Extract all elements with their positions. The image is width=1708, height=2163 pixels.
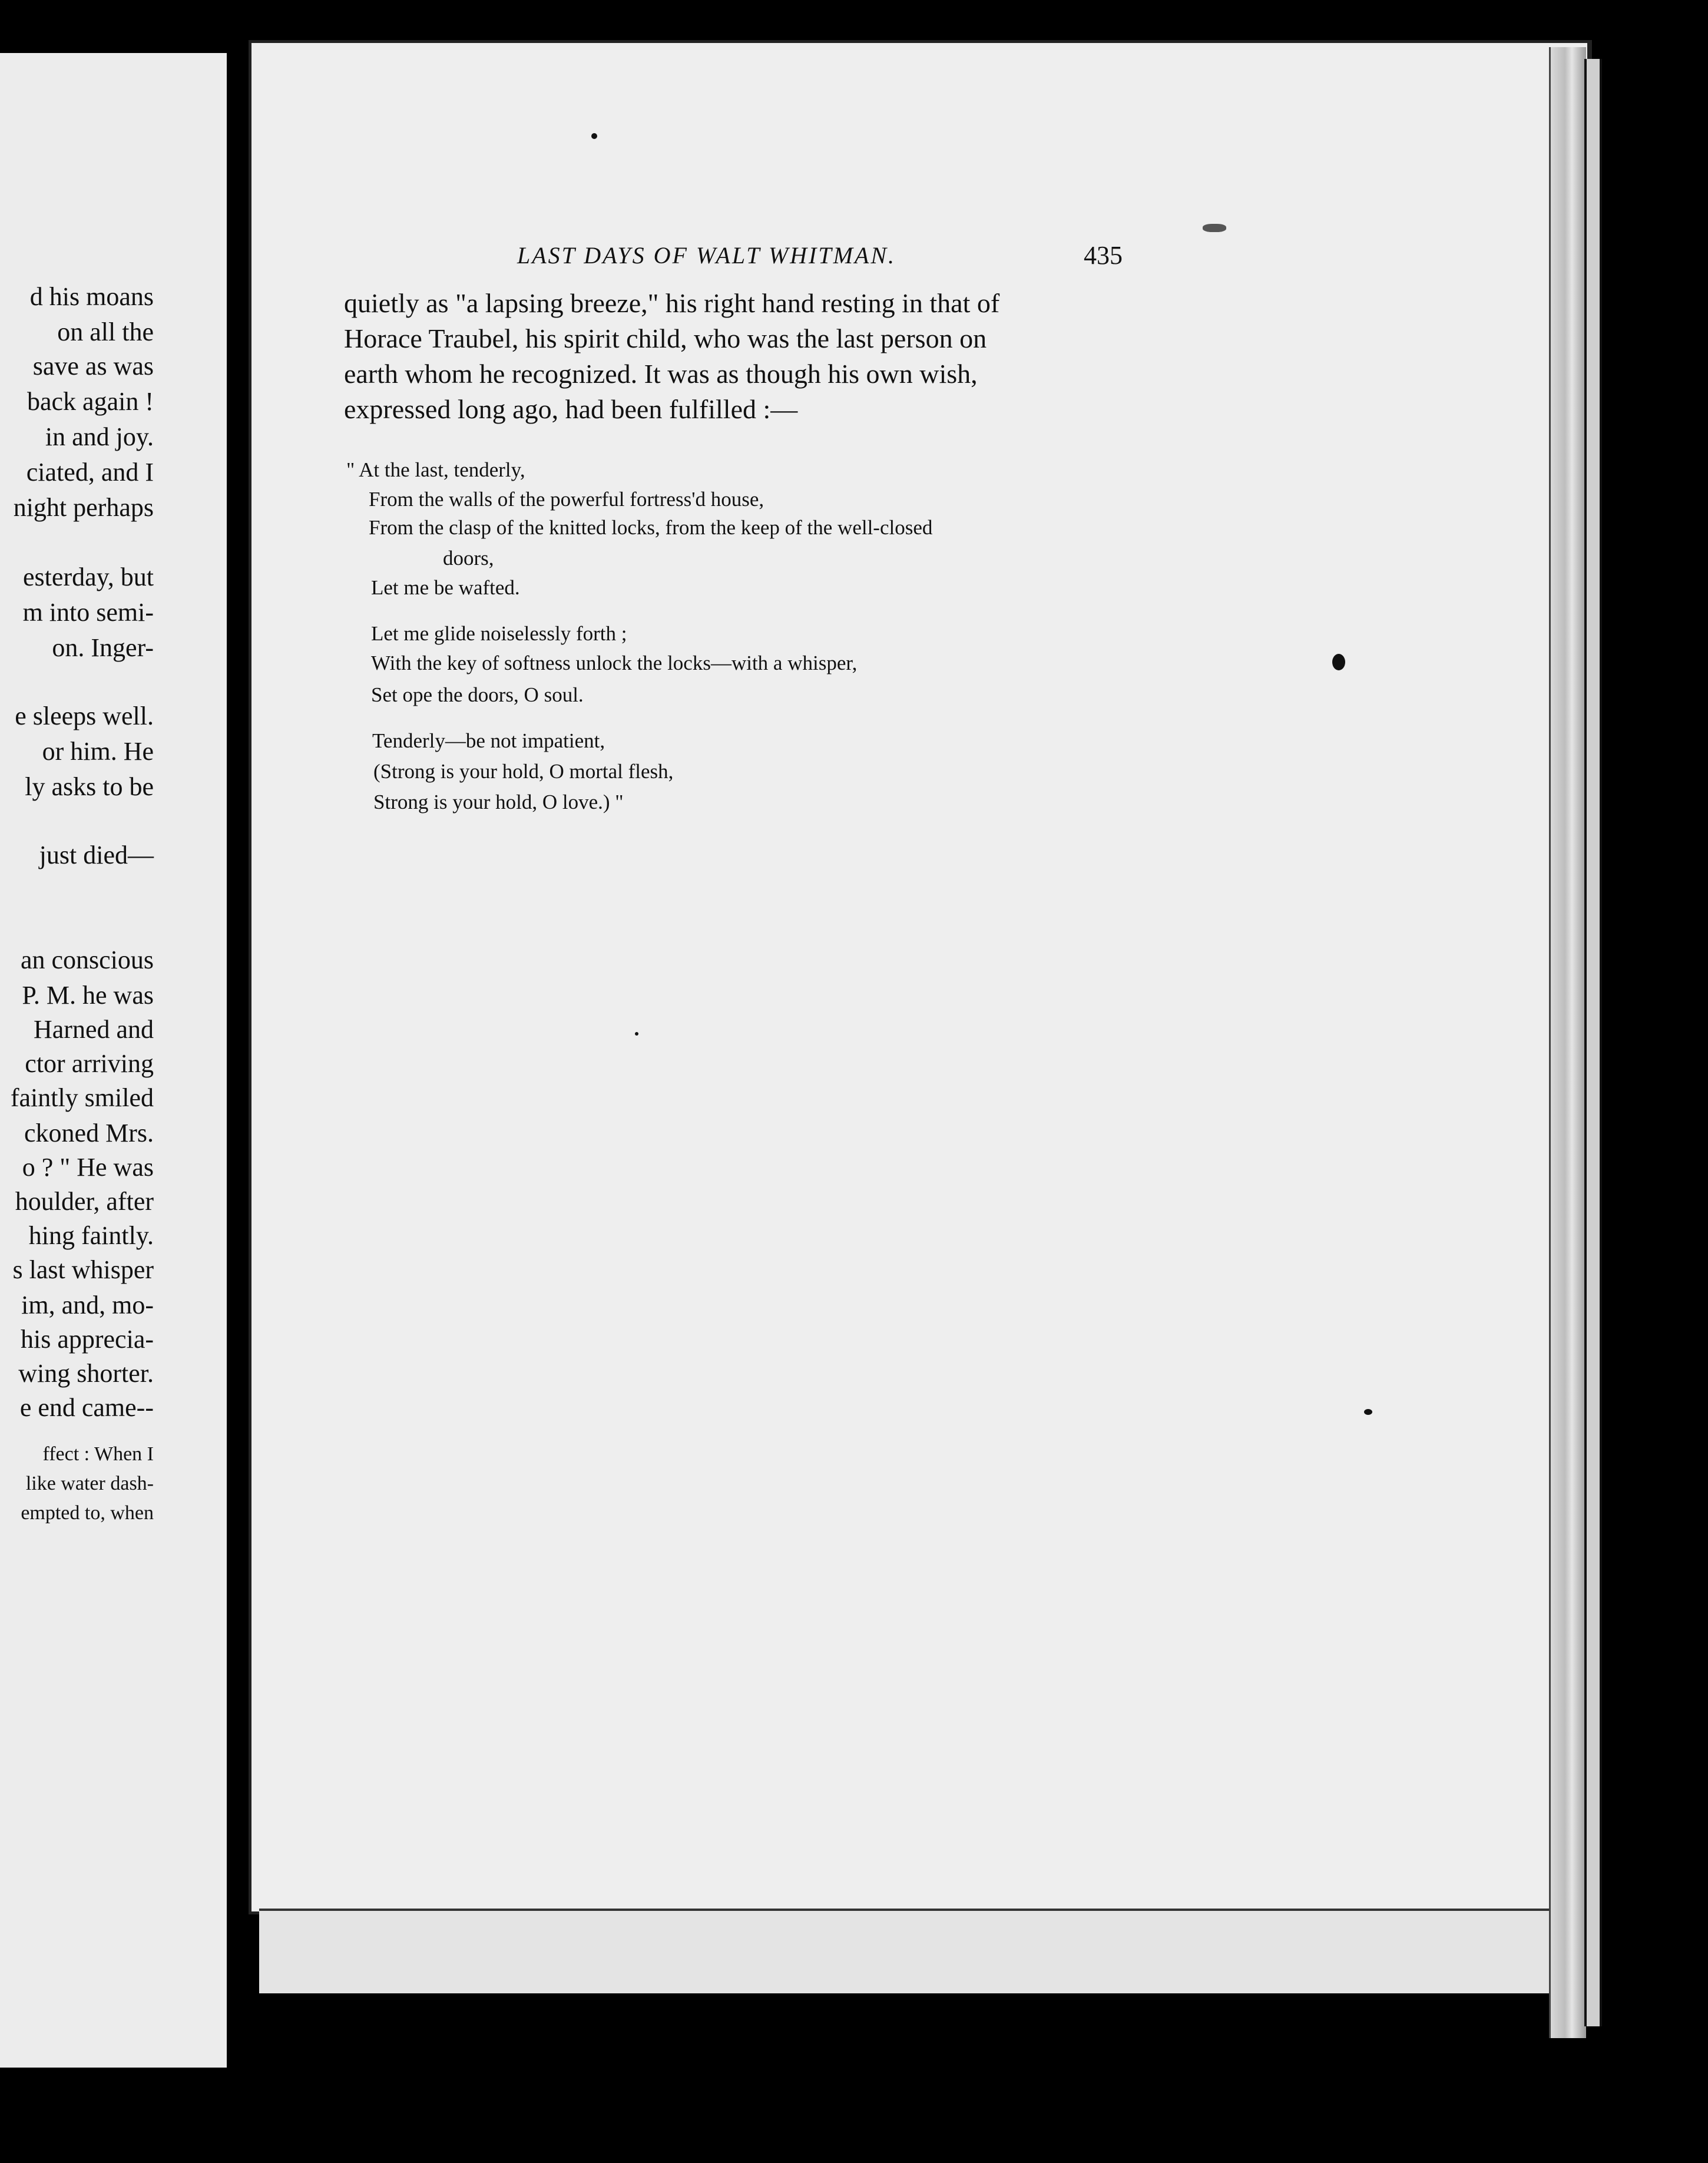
right-page	[249, 40, 1592, 1914]
left-page-line: hing faintly.	[28, 1221, 154, 1250]
left-page-line: o ? " He was	[22, 1153, 154, 1182]
book-cover-edge	[1584, 59, 1602, 2026]
left-page-footnote-line: like water dash-	[25, 1473, 154, 1494]
left-page-footnote-line: empted to, when	[21, 1502, 154, 1524]
left-page-line: night perhaps	[13, 493, 154, 522]
poem-line: " At the last, tenderly,	[346, 458, 525, 481]
left-page-line: his apprecia-	[21, 1325, 154, 1354]
left-page-line: back again !	[27, 387, 154, 416]
paragraph-line: earth whom he recognized. It was as though his own wish,	[344, 359, 978, 389]
left-page-line: or him. He	[42, 737, 154, 766]
left-page-line: ly asks to be	[25, 772, 154, 801]
scan-speck	[1332, 654, 1345, 670]
left-page-line: d his moans	[29, 282, 154, 311]
running-head: LAST DAYS OF WALT WHITMAN.	[517, 242, 896, 269]
poem-line: Let me be wafted.	[371, 576, 520, 599]
poem-line: doors,	[443, 547, 494, 570]
left-page-line: im, and, mo-	[21, 1291, 154, 1319]
left-page-line: ckoned Mrs.	[24, 1119, 154, 1147]
poem-line: With the key of softness unlock the locks—with a whisper,	[371, 651, 858, 674]
left-page-line: P. M. he was	[22, 981, 154, 1010]
left-page-line: e end came--	[19, 1393, 154, 1422]
poem-line: Strong is your hold, O love.) "	[373, 791, 624, 813]
page-number: 435	[1084, 241, 1123, 270]
paragraph-line: quietly as "a lapsing breeze," his right hand resting in that of	[344, 288, 1000, 318]
poem-line: Set ope the doors, O soul.	[371, 683, 584, 706]
left-page-line: e sleeps well.	[15, 702, 154, 730]
left-page-footnote-line: ffect : When I	[42, 1443, 154, 1465]
left-page-line: an conscious	[20, 945, 154, 974]
page-bottom-edge	[259, 1909, 1584, 1993]
left-page-line: Harned and	[33, 1015, 154, 1044]
left-page-line: ctor arriving	[25, 1049, 154, 1078]
left-page	[0, 53, 230, 2068]
left-page-line: on. Inger-	[52, 633, 154, 662]
left-page-line: save as was	[32, 352, 154, 381]
left-page-line: m into semi-	[22, 598, 154, 627]
book-gutter	[227, 35, 250, 2085]
poem-line: Tenderly—be not impatient,	[372, 729, 605, 752]
left-page-line: wing shorter.	[18, 1359, 154, 1388]
paragraph-line: Horace Traubel, his spirit child, who was the last person on	[344, 323, 987, 353]
left-page-line: faintly smiled	[10, 1083, 154, 1112]
left-page-line: just died—	[39, 841, 154, 869]
scan-speck	[591, 133, 597, 139]
page-stack-edge	[1549, 47, 1586, 2038]
paragraph-line: expressed long ago, had been fulfilled :—	[344, 394, 798, 424]
scan-speck	[635, 1032, 638, 1036]
poem-line: (Strong is your hold, O mortal flesh,	[373, 760, 674, 783]
scan-smudge	[1203, 224, 1226, 232]
left-page-line: houlder, after	[15, 1187, 154, 1216]
left-page-line: on all the	[57, 317, 154, 346]
poem-line: Let me glide noiselessly forth ;	[371, 622, 627, 645]
left-page-line: in and joy.	[45, 422, 154, 451]
scan-speck	[1364, 1409, 1372, 1415]
poem-line: From the walls of the powerful fortress'd house,	[369, 488, 764, 511]
left-page-line: s last whisper	[12, 1255, 154, 1284]
poem-line: From the clasp of the knitted locks, from the keep of the well-closed	[369, 516, 933, 539]
left-page-line: esterday, but	[23, 563, 154, 591]
left-page-line: ciated, and I	[26, 458, 154, 487]
